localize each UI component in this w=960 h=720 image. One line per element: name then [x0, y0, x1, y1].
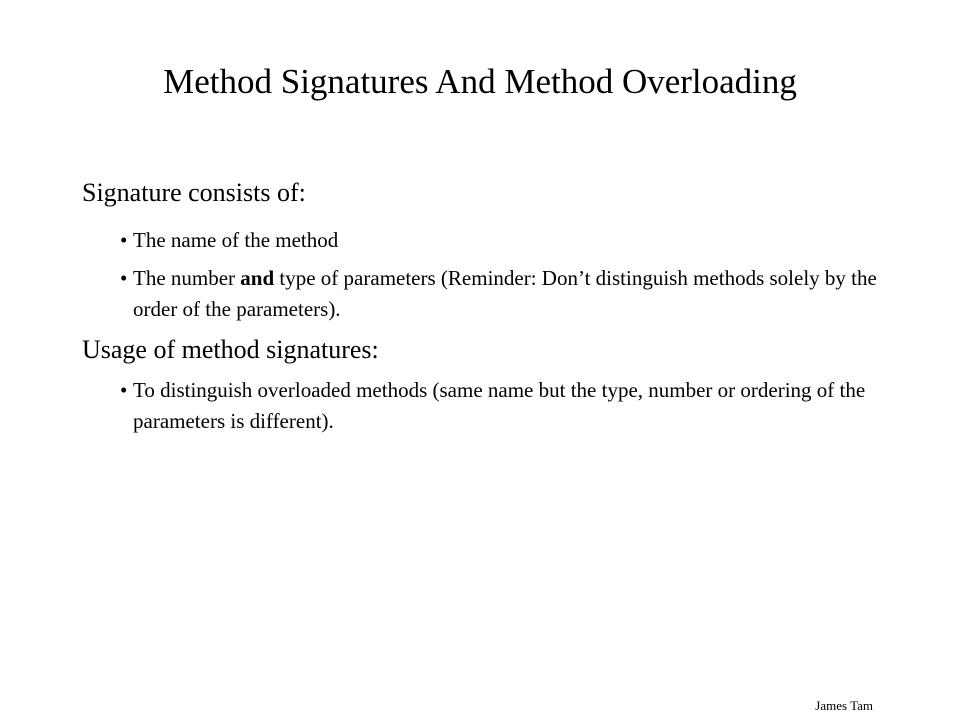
author-footer: James Tam — [815, 698, 873, 713]
bullet-icon: • — [120, 378, 128, 402]
bullet-item — [120, 225, 900, 256]
bullet-text: The name of the method — [133, 228, 339, 252]
bullet-item — [120, 375, 900, 437]
bullet-icon: • — [120, 266, 128, 290]
bullet-text-part: The number — [133, 266, 241, 290]
bullet-text — [120, 263, 900, 325]
section-heading-signature: Signature consists of: — [82, 178, 306, 207]
bullet-text-part: type of parameters (Reminder: Don’t distinguish methods solely by the order of the parameters). — [133, 266, 877, 321]
bullet-icon: • — [120, 228, 128, 252]
emphasis-text: and — [240, 266, 275, 290]
slide-title: Method Signatures And Method Overloading — [163, 62, 797, 101]
bullet-item — [120, 263, 900, 325]
bullet-text: To distinguish overloaded methods (same name but the type, number or ordering of the parameters is different). — [133, 378, 866, 433]
section-heading-usage: Usage of method signatures: — [82, 335, 379, 364]
